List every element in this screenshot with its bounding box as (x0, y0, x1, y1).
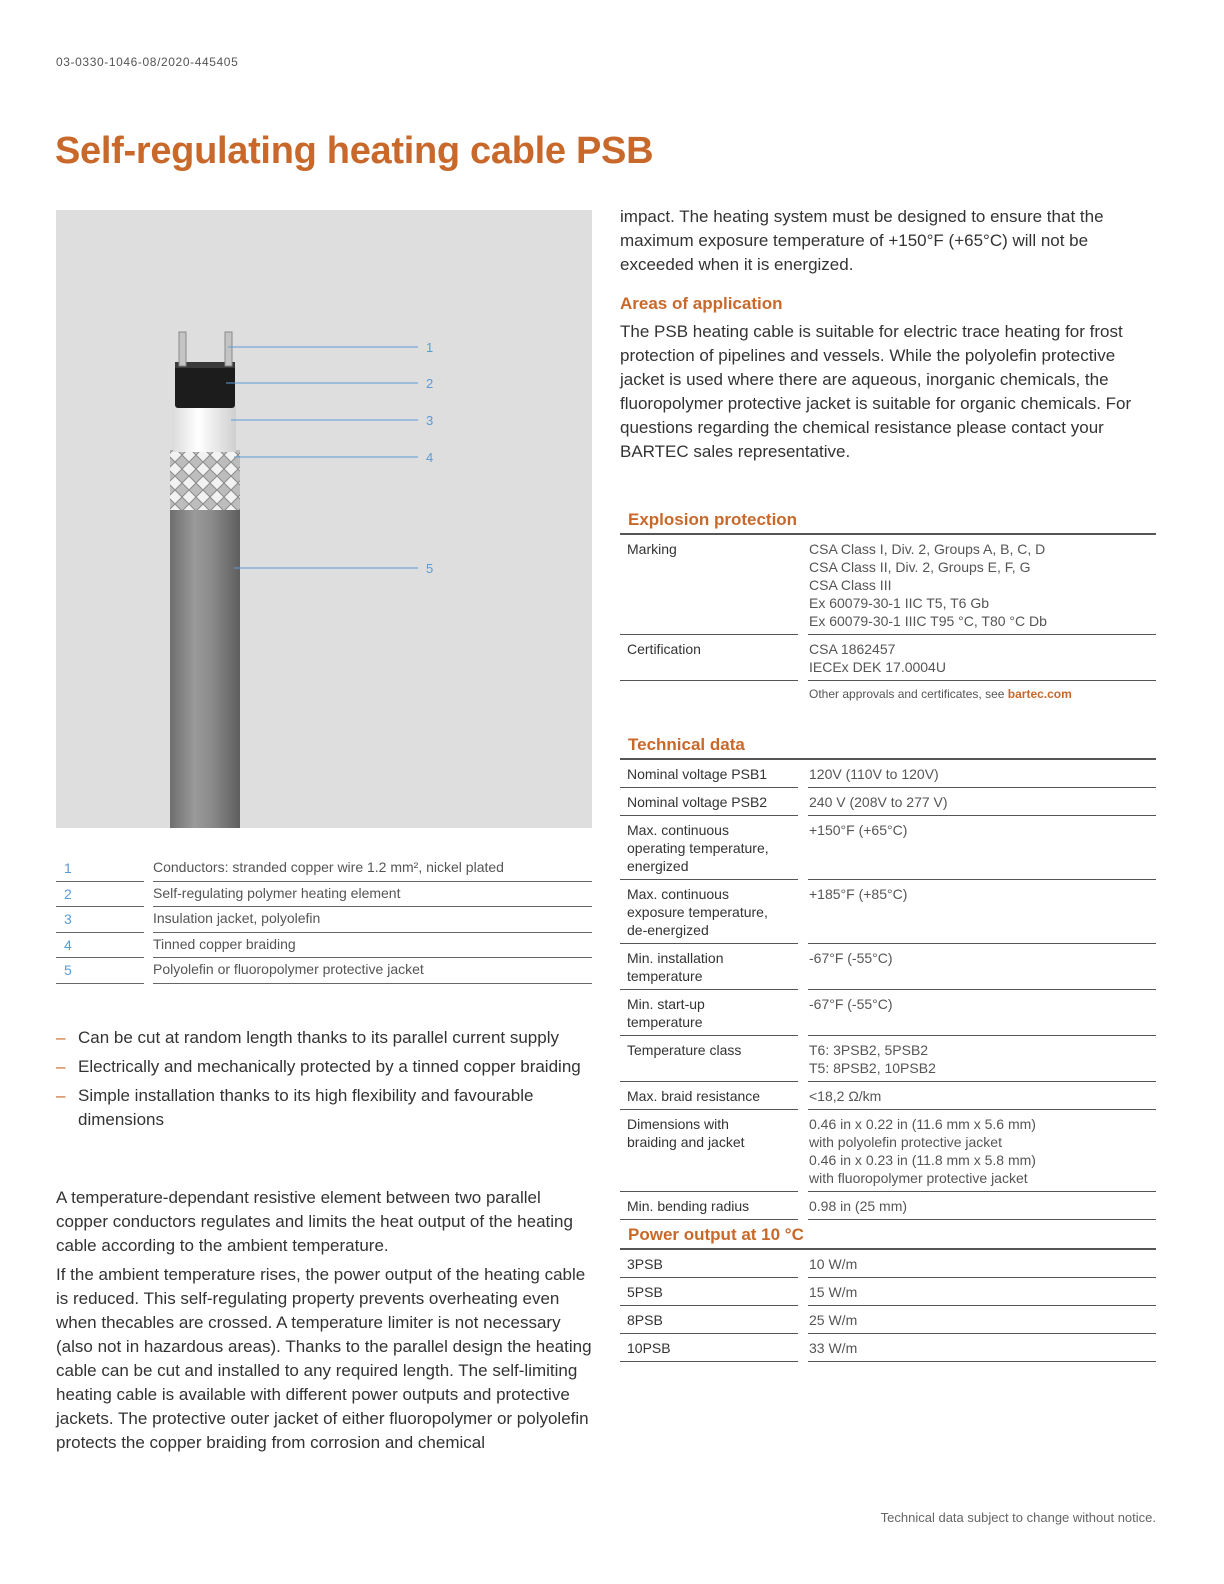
component-legend (56, 856, 592, 984)
table-row (620, 880, 1156, 944)
description-paragraph-1: A temperature-dependant resistive element between two parallel copper conductors regulates and limits the heat output of the heating cable according to the ambient temperature. (56, 1188, 573, 1255)
callout-3: 3 (426, 413, 434, 428)
row-value: +185°F (+85°C) (808, 880, 1156, 944)
legend-number: 2 (56, 882, 144, 908)
legend-row (56, 856, 592, 882)
legend-number: 4 (56, 933, 144, 959)
bullet-dash: – (56, 1057, 66, 1076)
legend-row (56, 907, 592, 933)
row-value: 33 W/m (808, 1334, 1156, 1362)
row-label: Max. braid resistance (620, 1082, 798, 1110)
areas-text: The PSB heating cable is suitable for electric trace heating for frost protection of pipelines and vessels. While the polyolefin protective jacket is used where there are aqueous, inorganic chemicals, the fluoropolymer protective jacket is suitable for organic chemicals. For questions regarding the chemical resistance please contact your BARTEC sales representative. (620, 322, 1132, 461)
table-row (620, 990, 1156, 1036)
row-label: 8PSB (620, 1306, 798, 1334)
row-value: 15 W/m (808, 1278, 1156, 1306)
feature-text: Electrically and mechanically protected by a tinned copper braiding (78, 1057, 581, 1076)
table-row (620, 1036, 1156, 1082)
row-label: 10PSB (620, 1334, 798, 1362)
page-title: Self-regulating heating cable PSB (55, 130, 654, 172)
table-row (620, 1110, 1156, 1192)
conductor-right (225, 332, 232, 366)
table-row (620, 788, 1156, 816)
row-label: 3PSB (620, 1250, 798, 1278)
callout-5: 5 (426, 561, 434, 576)
row-label: Max. continuous operating temperature, energized (620, 816, 798, 880)
row-label: Min. bending radius (620, 1192, 798, 1220)
bullet-dash: – (56, 1086, 66, 1105)
conductor-left (179, 332, 186, 366)
cable-illustration (56, 210, 592, 828)
feature-text: Simple installation thanks to its high flexibility and favourable dimensions (78, 1086, 534, 1129)
row-label: Dimensions with braiding and jacket (620, 1110, 798, 1192)
explosion-heading: Explosion protection (620, 507, 1156, 535)
table-row (620, 1278, 1156, 1306)
cable-drawing (56, 210, 592, 828)
row-label: Certification (620, 635, 798, 681)
feature-item (56, 1026, 596, 1050)
row-label: Temperature class (620, 1036, 798, 1082)
row-value: 240 V (208V to 277 V) (808, 788, 1156, 816)
feature-item (56, 1084, 596, 1132)
row-value: 120V (110V to 120V) (808, 760, 1156, 788)
table-row (620, 1334, 1156, 1362)
areas-heading: Areas of application (620, 294, 783, 313)
approvals-note (809, 681, 1156, 701)
row-value: CSA Class I, Div. 2, Groups A, B, C, D CSA Class II, Div. 2, Groups E, F, G CSA Class III Ex 60079-30-1 IIC T5, T6 Gb Ex 60079-30-1 IIIC T95 °C, T80 °C Db (808, 535, 1156, 635)
heating-element (175, 362, 235, 408)
legend-text: Tinned copper braiding (153, 932, 592, 959)
row-label: 5PSB (620, 1278, 798, 1306)
legend-number: 3 (56, 907, 144, 933)
row-value: 0.46 in x 0.22 in (11.6 mm x 5.6 mm) with polyolefin protective jacket 0.46 in x 0.23 in (11.8 mm x 5.8 mm) with fluoropolymer protective jacket (808, 1110, 1156, 1192)
table-row (620, 1306, 1156, 1334)
row-value: <18,2 Ω/km (808, 1082, 1156, 1110)
technical-heading: Technical data (620, 732, 1156, 760)
document-id: 03-0330-1046-08/2020-445405 (56, 55, 239, 69)
table-row (620, 944, 1156, 990)
table-row (620, 1250, 1156, 1278)
table-row (620, 816, 1156, 880)
table-row (620, 635, 1156, 681)
row-label: Min. installation temperature (620, 944, 798, 990)
table-row (620, 760, 1156, 788)
feature-text: Can be cut at random length thanks to its parallel current supply (78, 1028, 559, 1047)
footer-disclaimer: Technical data subject to change without notice. (880, 1510, 1156, 1525)
legend-text: Polyolefin or fluoropolymer protective jacket (153, 957, 592, 984)
row-value: T6: 3PSB2, 5PSB2 T5: 8PSB2, 10PSB2 (808, 1036, 1156, 1082)
row-value: -67°F (-55°C) (808, 990, 1156, 1036)
callout-1: 1 (426, 340, 434, 355)
description-paragraph-3: impact. The heating system must be designed to ensure that the maximum exposure temperature of +150°F (+65°C) will not be exceeded when it is energized. (620, 207, 1104, 274)
legend-row (56, 882, 592, 908)
row-label: Min. start-up temperature (620, 990, 798, 1036)
description-paragraph-2: If the ambient temperature rises, the power output of the heating cable is reduced. This self-regulating property prevents overheating even when thecables are crossed. A temperature limiter is not necessary (also not in hazardous areas). Thanks to the parallel design the heating cable can be cut and installed to any required length. The self-limiting heating cable is available with different power outputs and protective jackets. The protective outer jacket of either fluoropolymer or polyolefin protects the copper braiding from corrosion and chemical (56, 1265, 592, 1452)
row-value: 0.98 in (25 mm) (808, 1192, 1156, 1220)
power-output-table (620, 1222, 1156, 1362)
row-value: -67°F (-55°C) (808, 944, 1156, 990)
row-value: 25 W/m (808, 1306, 1156, 1334)
legend-row (56, 958, 592, 984)
legend-text: Self-regulating polymer heating element (153, 881, 592, 908)
table-row (620, 1082, 1156, 1110)
row-label: Marking (620, 535, 798, 635)
copper-braiding (170, 450, 240, 510)
protective-jacket (170, 506, 240, 828)
row-label: Max. continuous exposure temperature, de-energized (620, 880, 798, 944)
legend-row (56, 933, 592, 959)
legend-number: 5 (56, 958, 144, 984)
legend-number: 1 (56, 856, 144, 882)
approvals-note-text: Other approvals and certificates, see (809, 687, 1008, 701)
feature-list (56, 1026, 596, 1137)
row-value: 10 W/m (808, 1250, 1156, 1278)
power-heading: Power output at 10 °C (620, 1222, 1156, 1250)
callout-2: 2 (426, 376, 434, 391)
row-label: Nominal voltage PSB1 (620, 760, 798, 788)
legend-text: Insulation jacket, polyolefin (153, 906, 592, 933)
right-column-text (620, 205, 1160, 464)
bullet-dash: – (56, 1028, 66, 1047)
table-row (620, 535, 1156, 635)
explosion-protection-table (620, 507, 1156, 701)
technical-data-table (620, 732, 1156, 1220)
legend-text: Conductors: stranded copper wire 1.2 mm², nickel plated (153, 855, 592, 882)
insulation-jacket (173, 406, 236, 452)
table-row (620, 1192, 1156, 1220)
row-value: +150°F (+65°C) (808, 816, 1156, 880)
row-label: Nominal voltage PSB2 (620, 788, 798, 816)
bartec-link[interactable]: bartec.com (1007, 687, 1072, 701)
callout-4: 4 (426, 450, 434, 465)
row-value: CSA 1862457 IECEx DEK 17.0004U (808, 635, 1156, 681)
feature-item (56, 1055, 596, 1079)
